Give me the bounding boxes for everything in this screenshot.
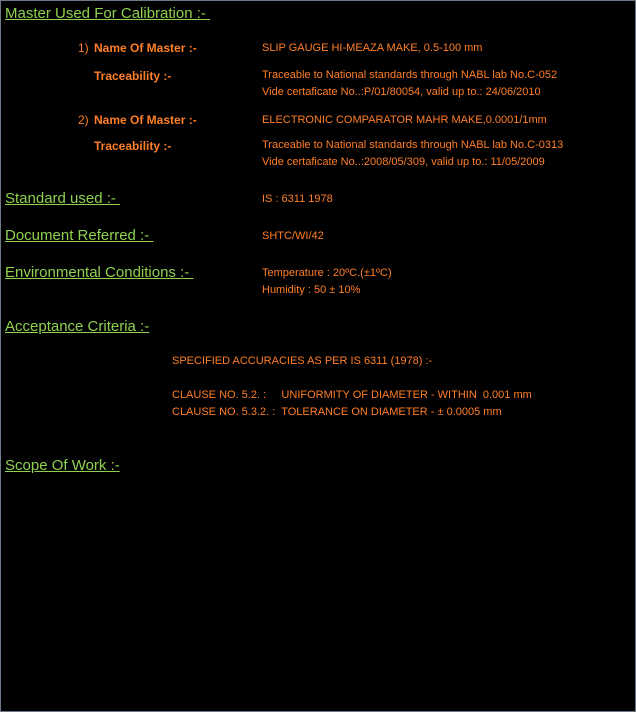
master-1-name-value: SLIP GAUGE HI-MEAZA MAKE, 0.5-100 mm xyxy=(262,42,483,54)
environment-humidity: Humidity : 50 ± 10% xyxy=(262,284,361,296)
heading-document-referred: Document Referred :- xyxy=(5,227,154,244)
heading-environmental-conditions: Environmental Conditions :- xyxy=(5,264,194,281)
acceptance-clause-2: CLAUSE NO. 5.3.2. : TOLERANCE ON DIAMETER - ± 0.0005 mm xyxy=(172,406,502,418)
heading-standard-used: Standard used :- xyxy=(5,190,121,207)
environment-temperature: Temperature : 20ºC.(±1ºC) xyxy=(262,267,392,279)
heading-master-used: Master Used For Calibration :- xyxy=(5,5,211,22)
master-2-name-label: Name Of Master :- xyxy=(94,113,197,127)
master-2-name-value: ELECTRONIC COMPARATOR MAHR MAKE,0.0001/1mm xyxy=(262,114,547,126)
master-1-number: 1) xyxy=(78,41,89,55)
document-value: SHTC/WI/42 xyxy=(262,230,324,242)
master-2-traceability-label: Traceability :- xyxy=(94,139,172,153)
standard-value: IS : 6311 1978 xyxy=(262,193,333,205)
acceptance-clause-1: CLAUSE NO. 5.2. : UNIFORMITY OF DIAMETER - WITHIN 0.001 mm xyxy=(172,389,532,401)
master-1-traceability-line1: Traceable to National standards through NABL lab No.C-052 xyxy=(262,69,558,81)
heading-scope-of-work: Scope Of Work :- xyxy=(5,457,120,474)
acceptance-intro: SPECIFIED ACCURACIES AS PER IS 6311 (1978) :- xyxy=(172,355,433,367)
heading-acceptance-criteria: Acceptance Criteria :- xyxy=(5,318,150,335)
master-1-traceability-label: Traceability :- xyxy=(94,69,172,83)
master-2-traceability-line2: Vide certaficate No..:2008/05/309, valid up to.: 11/05/2009 xyxy=(262,156,545,168)
master-2-number: 2) xyxy=(78,113,89,127)
master-1-name-label: Name Of Master :- xyxy=(94,41,197,55)
master-2-traceability-line1: Traceable to National standards through NABL lab No.C-0313 xyxy=(262,139,564,151)
master-1-traceability-line2: Vide certaficate No..:P/01/80054, valid up to.: 24/06/2010 xyxy=(262,86,541,98)
